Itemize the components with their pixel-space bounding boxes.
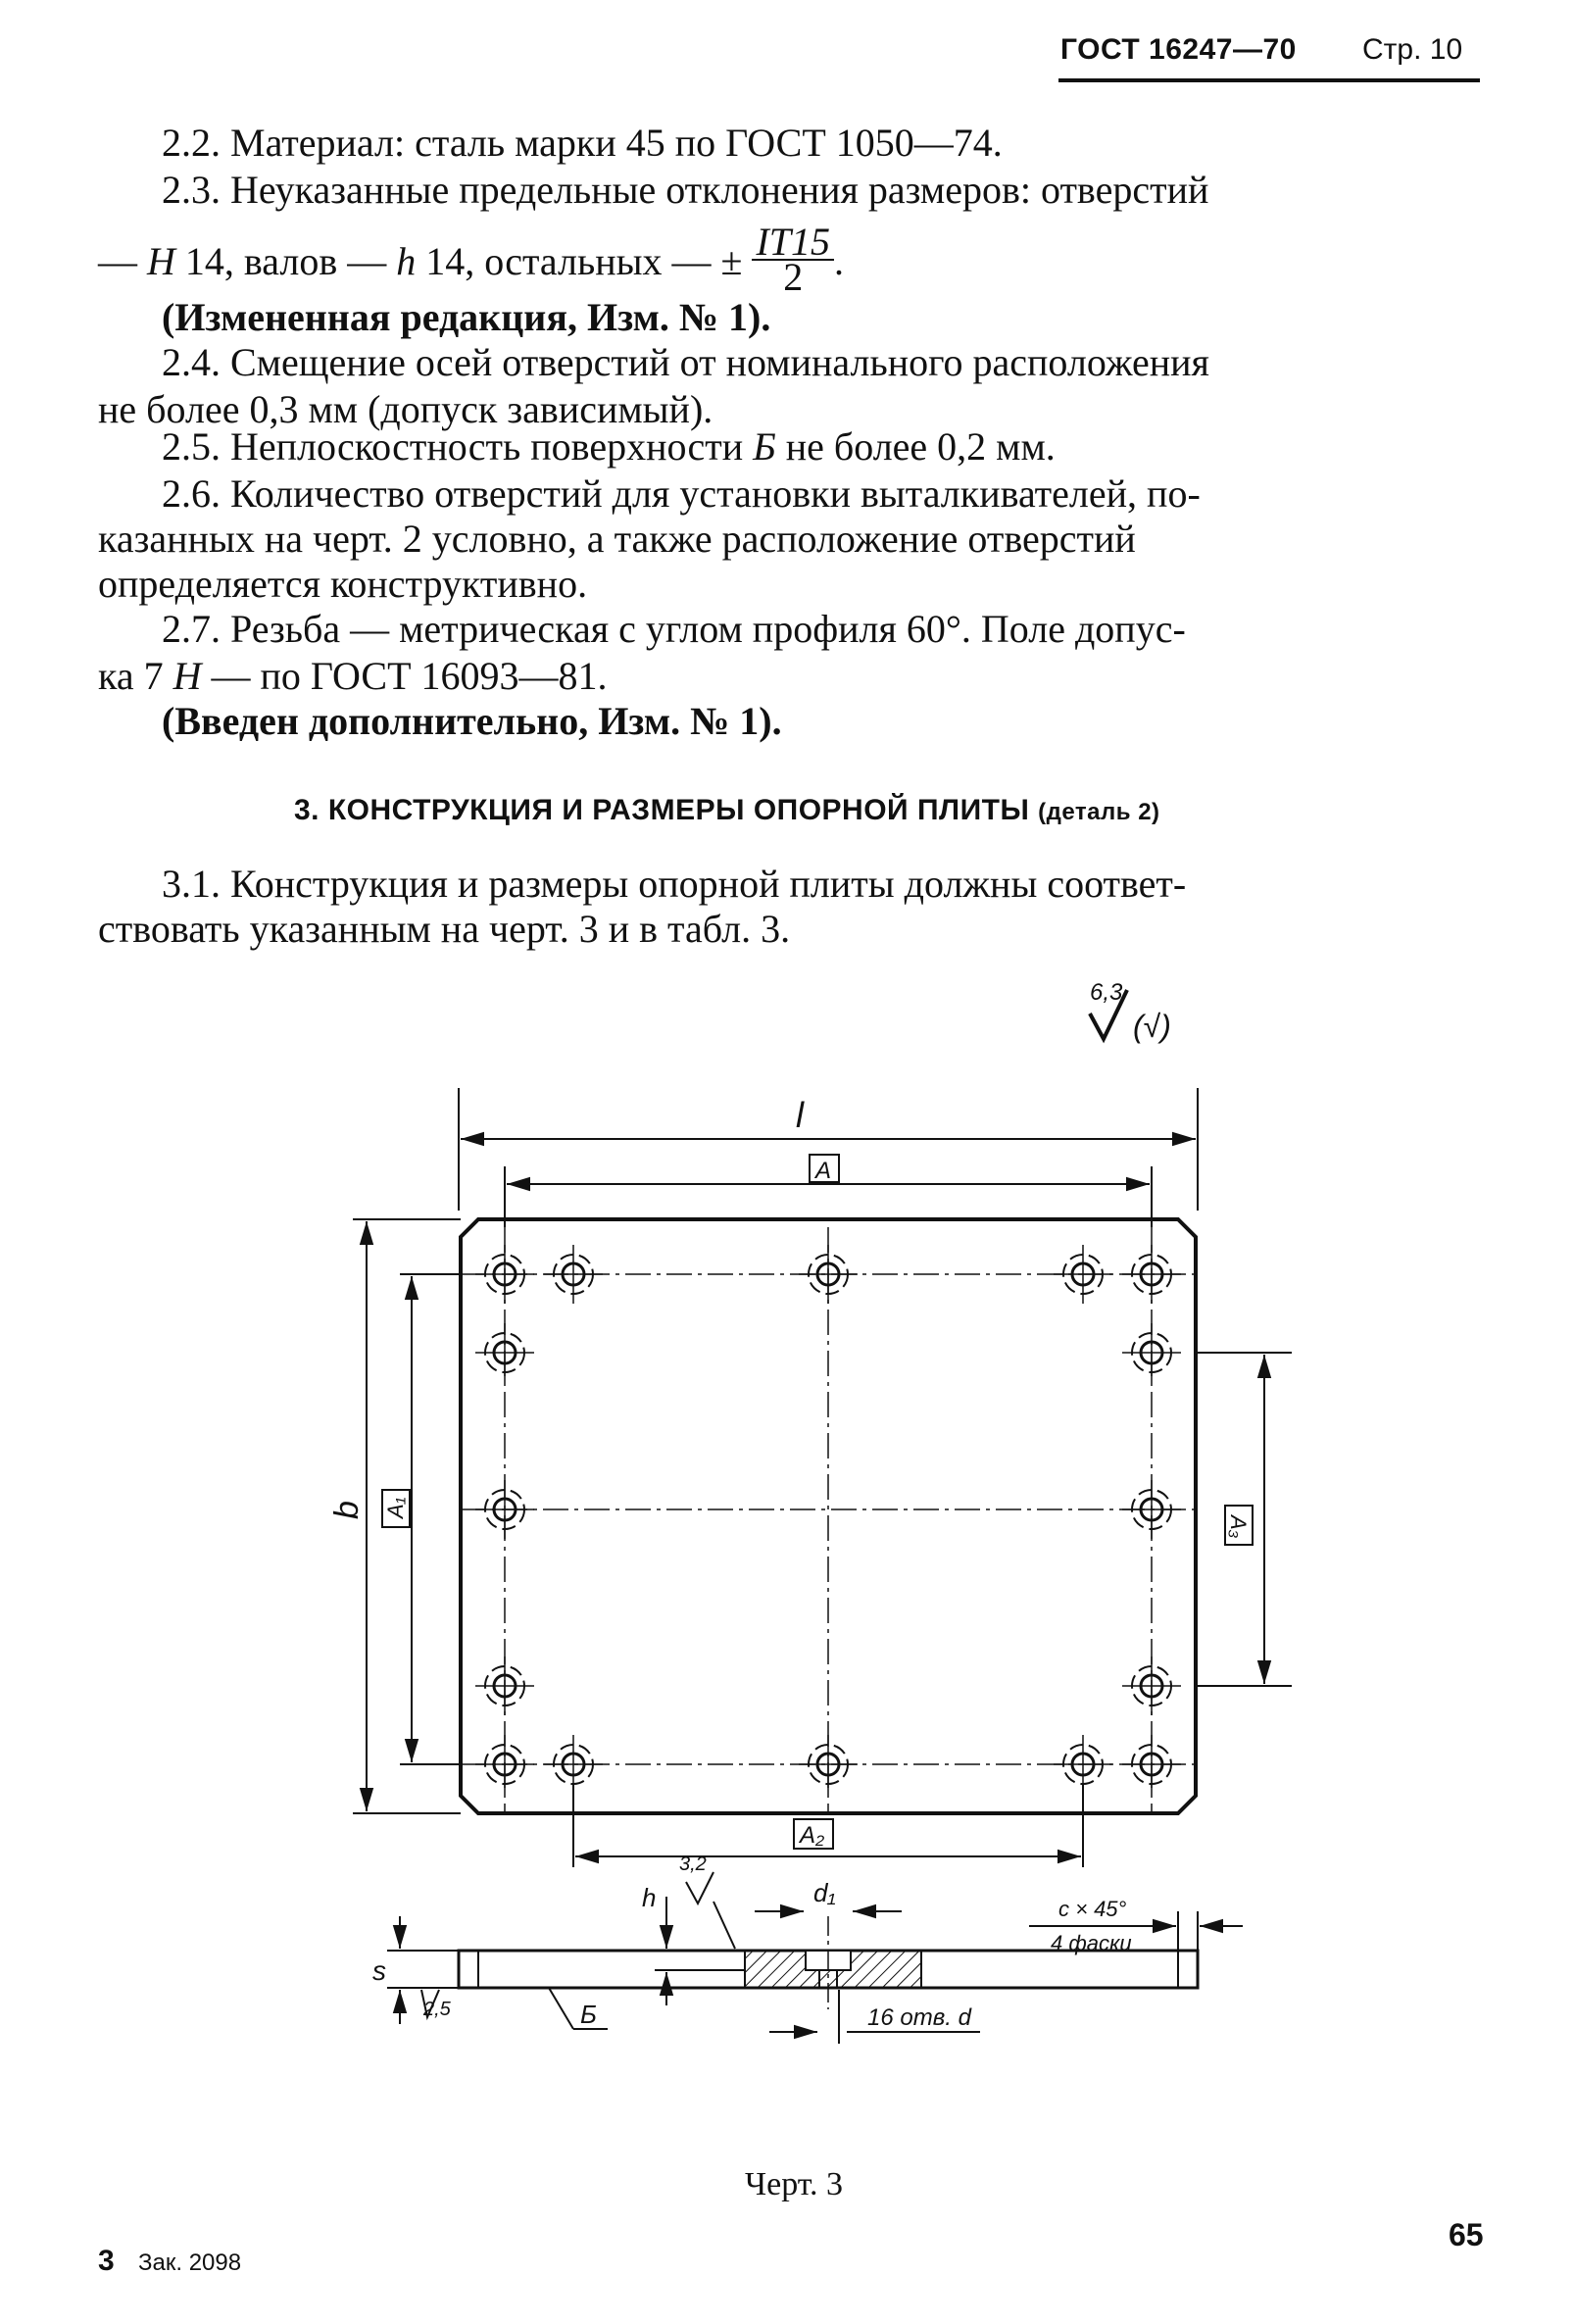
hole-symbol (475, 1656, 534, 1715)
para-3-1-line2: ствовать указанным на черт. 3 и в табл. 3. (98, 907, 791, 951)
hole-symbol (475, 1245, 534, 1304)
text-fragment: ка 7 (98, 654, 173, 698)
roughness-paren: (√) (1133, 1009, 1171, 1044)
figure-caption: Черт. 3 (745, 2166, 844, 2202)
changed-note: (Измененная редакция, Изм. № 1). (162, 295, 771, 339)
hole-symbol (1122, 1656, 1181, 1715)
roughness-25: 2,5 (423, 1999, 451, 2020)
para-2-3-line2 (98, 220, 845, 300)
dimension-h (642, 1854, 745, 2005)
holes-note (769, 1990, 980, 2044)
dimension-A3 (1196, 1353, 1292, 1686)
chamfer-label: c × 45° (1058, 1897, 1127, 1921)
added-note: (Введен дополнительно, Изм. № 1). (162, 699, 782, 743)
para-2-6-line2: казанных на черт. 2 условно, а также расположение отверстий (98, 517, 1136, 561)
header-rule (1058, 78, 1480, 82)
para-3-1-line1: 3.1. Конструкция и размеры опорной плиты должны соответ- (162, 862, 1187, 906)
para-2-4-line2: не более 0,3 мм (допуск зависимый). (98, 387, 713, 431)
chamfer-note: 4 фаски (1051, 1931, 1132, 1955)
hole-symbol (475, 1323, 534, 1382)
para-2-3-line1: 2.3. Неуказанные предельные отклонения размеров: отверстий (162, 168, 1209, 212)
fraction-denominator: 2 (783, 255, 804, 299)
hole-symbol (1122, 1735, 1181, 1794)
hole-symbol (1122, 1480, 1181, 1539)
order-number: Зак. 2098 (138, 2250, 242, 2276)
dimension-A (505, 1155, 1152, 1227)
text-fragment: — (98, 239, 147, 284)
page-number: 65 (1449, 2217, 1484, 2252)
section-title (294, 794, 1160, 827)
text-fragment: — по ГОСТ 16093—81. (201, 654, 608, 698)
page-footer (98, 2245, 241, 2278)
fraction-it15 (752, 220, 834, 299)
page-label: Стр. 10 (1362, 33, 1463, 66)
holes-note-text: 16 отв. d (867, 2004, 971, 2031)
text-fragment: не более 0,2 мм. (775, 424, 1056, 469)
text-fragment: 14, валов — (174, 239, 397, 284)
sheet-mark: 3 (98, 2245, 115, 2277)
dimension-A1 (382, 1274, 461, 1764)
hole-symbol (1122, 1323, 1181, 1382)
hole-symbol (475, 1480, 534, 1539)
dim-label-A1: A₁ (383, 1497, 408, 1518)
para-2-7-line2 (98, 653, 608, 700)
para-2-4-line1: 2.4. Смещение осей отверстий от номинального расположения (162, 340, 1209, 384)
surface-b-callout (549, 1988, 608, 2029)
surface-b-label: Б (580, 2000, 597, 2029)
symbol-H: H (147, 239, 175, 284)
hole-symbol (799, 1735, 858, 1794)
text-fragment: 2.5. Неплоскостность поверхности (162, 424, 754, 469)
symbol-h: h (396, 239, 417, 284)
centerlines (461, 1227, 1196, 1813)
hole-symbol (1054, 1735, 1112, 1794)
hole-symbol (1054, 1245, 1112, 1304)
roughness-value: 6,3 (1090, 979, 1123, 1006)
technical-drawing (0, 970, 1574, 2049)
para-2-5 (162, 423, 1056, 470)
dim-label-h: h (642, 1883, 657, 1912)
para-2-2: 2.2. Материал: сталь марки 45 по ГОСТ 1050—74. (162, 121, 1003, 165)
dim-label-A3: A₃ (1226, 1515, 1251, 1539)
hole-symbol (1122, 1245, 1181, 1304)
dimension-l (459, 1088, 1198, 1211)
chamfer-callout (1029, 1897, 1243, 1955)
section-title-text: 3. КОНСТРУКЦИЯ И РАЗМЕРЫ ОПОРНОЙ ПЛИТЫ (294, 794, 1030, 826)
dim-label-d1: d₁ (813, 1878, 836, 1907)
symbol-H: H (172, 654, 202, 698)
dim-label-A: A (815, 1158, 832, 1184)
hole-symbol (475, 1735, 534, 1794)
section-detail: (деталь 2) (1038, 799, 1160, 825)
dim-label-A2: A₂ (800, 1822, 825, 1849)
dimension-d1 (755, 1878, 902, 1911)
para-2-7-line1: 2.7. Резьба — метрическая с углом профиля 60°. Поле допус- (162, 607, 1186, 651)
dim-label-l: l (796, 1095, 804, 1135)
hole-symbol (544, 1245, 603, 1304)
standard-number: ГОСТ 16247—70 (1060, 33, 1297, 66)
fraction-numerator: IT15 (752, 225, 834, 261)
para-2-6-line3: определяется конструктивно. (98, 562, 588, 606)
dimension-s (372, 1916, 459, 2024)
page-header (1058, 27, 1490, 86)
surface-label: Б (753, 424, 776, 469)
roughness-32-icon (686, 1872, 713, 1904)
text-fragment: 14, остальных — ± (416, 239, 743, 284)
hole-symbol (544, 1735, 603, 1794)
roughness-symbol-main (1090, 979, 1171, 1044)
dim-label-s: s (372, 1955, 386, 1986)
text-fragment: . (834, 239, 845, 284)
roughness-32: 3,2 (679, 1854, 707, 1875)
hole-symbol (799, 1245, 858, 1304)
para-2-6-line1: 2.6. Количество отверстий для установки выталкивателей, по- (162, 471, 1201, 516)
dim-label-b: b (328, 1501, 366, 1519)
